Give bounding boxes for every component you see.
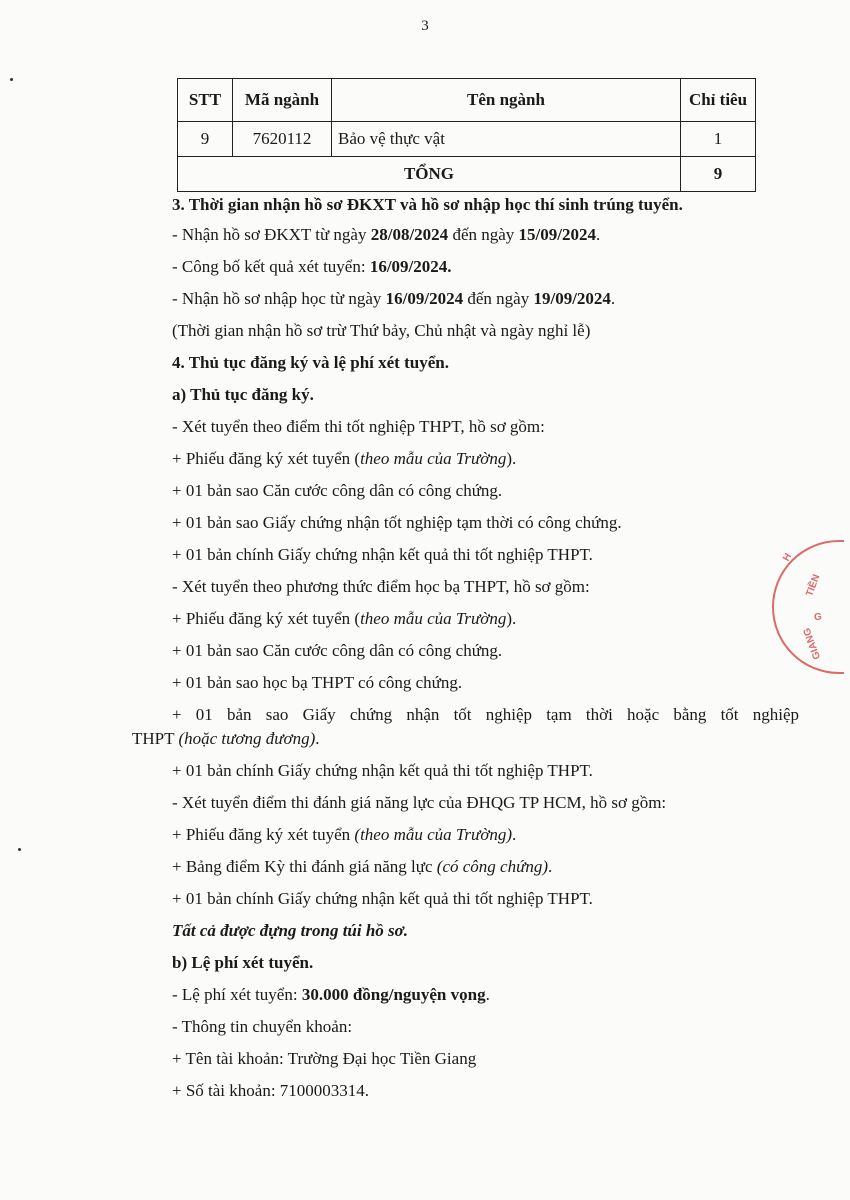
text: - Nhận hồ sơ ĐKXT từ ngày xyxy=(172,225,371,244)
section3-line1 xyxy=(172,224,600,246)
text: theo mẫu của Trường xyxy=(360,609,507,628)
group3-title: - Xét tuyển điểm thi đánh giá năng lực của ĐHQG TP HCM, hồ sơ gồm: xyxy=(172,793,667,812)
group3-item1 xyxy=(172,824,516,846)
cell-stt: 9 xyxy=(178,122,233,157)
page-number: 3 xyxy=(421,18,429,34)
text: (hoặc tương đương) xyxy=(178,729,316,748)
section4a-title: a) Thủ tục đăng ký. xyxy=(172,385,314,404)
group3-item2 xyxy=(172,856,552,878)
table-header-row xyxy=(178,79,756,122)
text: . xyxy=(595,225,601,244)
scan-speck xyxy=(18,848,21,851)
group1-item2: + 01 bản sao Căn cước công dân có công chứng. xyxy=(172,481,503,500)
section3-note: (Thời gian nhận hồ sơ trừ Thứ bảy, Chủ nhật và ngày nghỉ lễ) xyxy=(172,321,591,340)
text: . xyxy=(315,729,320,748)
scan-speck xyxy=(10,78,13,81)
stamp-text: GIANG xyxy=(801,626,824,661)
fee-line xyxy=(172,984,490,1006)
text: - Công bố kết quả xét tuyển: xyxy=(172,257,370,276)
cell-code: 7620112 xyxy=(233,122,332,157)
text: - Lệ phí xét tuyển: xyxy=(172,985,302,1004)
text: (theo mẫu của Trường) xyxy=(354,825,513,844)
text: + Phiếu đăng ký xét tuyển ( xyxy=(172,449,361,468)
group1-title: - Xét tuyển theo điểm thi tốt nghiệp THPT, hồ sơ gồm: xyxy=(172,417,545,436)
group2-title: - Xét tuyển theo phương thức điểm học bạ THPT, hồ sơ gồm: xyxy=(172,577,590,596)
table-row xyxy=(178,122,756,157)
header-stt: STT xyxy=(178,79,233,122)
text: đến ngày xyxy=(448,225,519,244)
account-number: + Số tài khoản: 7100003314. xyxy=(172,1081,370,1100)
total-value: 9 xyxy=(681,157,756,192)
cell-quota: 1 xyxy=(681,122,756,157)
section3-title: 3. Thời gian nhận hồ sơ ĐKXT và hồ sơ nhập học thí sinh trúng tuyển. xyxy=(172,195,683,214)
stamp-text: G xyxy=(814,612,822,623)
date-start: 16/09/2024 xyxy=(385,289,464,308)
text: . xyxy=(610,289,616,308)
transfer-title: - Thông tin chuyển khoản: xyxy=(172,1017,353,1036)
text: ). xyxy=(506,449,517,468)
text: theo mẫu của Trường xyxy=(360,449,507,468)
section4b-title: b) Lệ phí xét tuyển. xyxy=(172,953,314,972)
group3-item3: + 01 bản chính Giấy chứng nhận kết quả thi tốt nghiệp THPT. xyxy=(172,889,593,908)
group1-item4: + 01 bản chính Giấy chứng nhận kết quả thi tốt nghiệp THPT. xyxy=(172,545,593,564)
table-total-row xyxy=(178,157,756,192)
group2-item3: + 01 bản sao học bạ THPT có công chứng. xyxy=(172,673,463,692)
date-end: 19/09/2024 xyxy=(533,289,611,308)
seal-stamp xyxy=(772,540,844,674)
quota-table xyxy=(177,78,756,192)
text: + Phiếu đăng ký xét tuyển xyxy=(172,825,355,844)
text: (có công chứng) xyxy=(436,857,549,876)
section3-line2 xyxy=(172,256,452,278)
text: . xyxy=(512,825,517,844)
header-name: Tên ngành xyxy=(332,79,681,122)
text: + Phiếu đăng ký xét tuyển ( xyxy=(172,609,361,628)
text: THPT xyxy=(132,729,179,748)
stamp-text: H xyxy=(781,551,795,564)
result-date: 16/09/2024. xyxy=(369,257,452,276)
envelope-note: Tất cả được đựng trong túi hồ sơ. xyxy=(172,921,409,940)
header-code: Mã ngành xyxy=(233,79,332,122)
account-name: + Tên tài khoản: Trường Đại học Tiền Giang xyxy=(172,1049,477,1068)
header-quota: Chỉ tiêu xyxy=(681,79,756,122)
section4-title: 4. Thủ tục đăng ký và lệ phí xét tuyển. xyxy=(172,353,449,372)
stamp-text: TIỀN xyxy=(804,572,823,599)
cell-name: Bảo vệ thực vật xyxy=(332,122,681,157)
date-end: 15/09/2024 xyxy=(518,225,596,244)
total-label: TỔNG xyxy=(178,157,681,192)
group2-item1 xyxy=(172,608,516,630)
text: + Bảng điểm Kỳ thi đánh giá năng lực xyxy=(172,857,437,876)
group1-item1 xyxy=(172,448,516,470)
text: - Nhận hồ sơ nhập học từ ngày xyxy=(172,289,386,308)
text: . xyxy=(548,857,553,876)
group2-item2: + 01 bản sao Căn cước công dân có công chứng. xyxy=(172,641,503,660)
text: . xyxy=(485,985,490,1004)
group2-item4-cont xyxy=(132,728,319,750)
text: ). xyxy=(506,609,517,628)
text: đến ngày xyxy=(463,289,534,308)
group2-item5: + 01 bản chính Giấy chứng nhận kết quả thi tốt nghiệp THPT. xyxy=(172,761,593,780)
fee-amount: 30.000 đồng/nguyện vọng xyxy=(301,985,486,1004)
group1-item3: + 01 bản sao Giấy chứng nhận tốt nghiệp tạm thời có công chứng. xyxy=(172,513,622,532)
group2-item4: + 01 bản sao Giấy chứng nhận tốt nghiệp tạm thời hoặc bằng tốt nghiệp xyxy=(172,705,799,724)
section3-line3 xyxy=(172,288,615,310)
date-start: 28/08/2024 xyxy=(370,225,449,244)
